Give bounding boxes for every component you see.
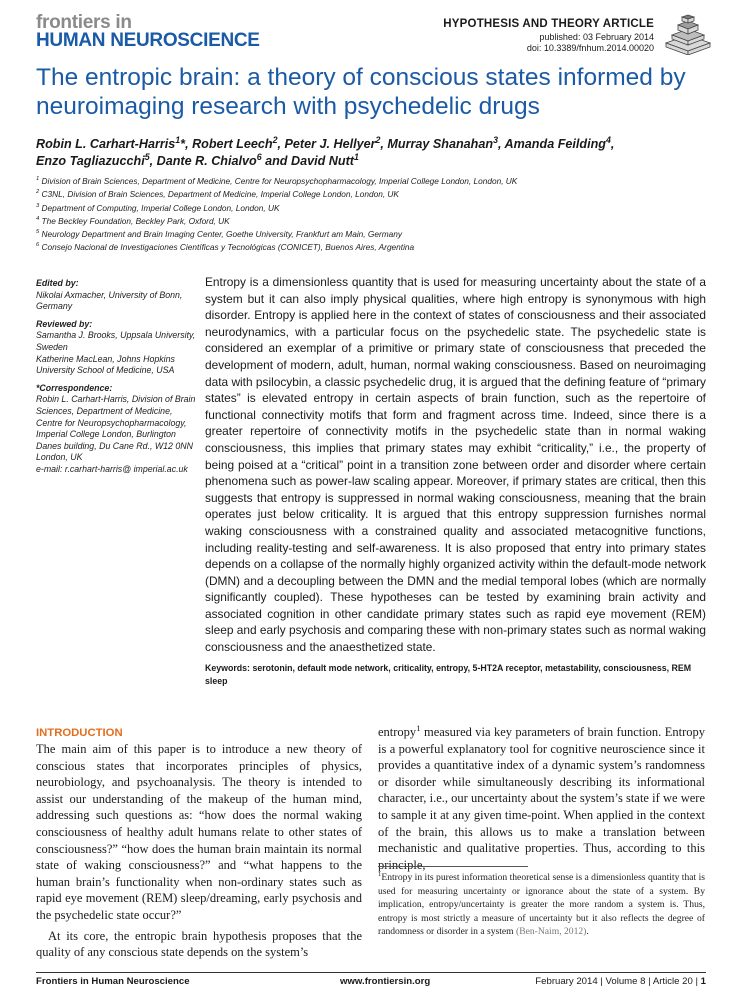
editor: Nikolai Axmacher, University of Bonn, Germany [36,289,183,312]
footer-issue-info: February 2014 | Volume 8 | Article 20 | 1 [535,976,706,987]
author[interactable]: Peter J. Hellyer [284,137,376,151]
footer-url[interactable]: www.frontiersin.org [340,976,431,987]
body-column-left [36,741,362,961]
author[interactable]: Robin L. Carhart-Harris [36,137,176,151]
correspondence-email[interactable]: e-mail: r.carhart-harris@ imperial.ac.uk [36,463,188,474]
affiliation: $^3$ Department of Computing, Imperial College London, London, UK [36,202,280,213]
footnote-ref[interactable]: 1 [416,722,421,733]
keywords-label: Keywords: [205,663,250,673]
paragraph: The main aim of this paper is to introduce a new theory of conscious states that incorporates principles of physics, neurobiology, and psychoanalysis. The theory is intended to assist our understanding of the makeup of the human mind, addressing such questions as: “how does the normal waking consciousness of healthy adult humans relate to other states of consciousness?” “how does the human brain maintain its normal state of waking consciousness?” and “what happens to the human brain’s functionality when non-ordinary states such as rapid eye movement (REM) sleep/dreaming, early psychosis and the psychedelic state occur?” [36,742,362,922]
correspondence-label: *Correspondence: [36,382,113,393]
published-date: published: 03 February 2014 [539,32,654,42]
body-column-right [378,724,705,873]
footnote-divider [378,866,528,867]
article-type: HYPOTHESIS AND THEORY ARTICLE [443,18,654,30]
section-heading-introduction: INTRODUCTION [36,727,123,739]
abstract: Entropy is a dimensionless quantity that is used for measuring uncertainty about the state of a system but it can also imply physical qualities, where high entropy is synonymous with high disorder. Entropy is applied here in the context of states of consciousness and their associated neurodynamics, with a particular focus on the psychedelic state. The psychedelic state is considered an exemplar of a primitive or primary state of consciousness that preceded the development of modern, adult, human, normal waking consciousness. Based on neuroimaging data with psilocybin, a classic psychedelic drug, it is argued that the defining feature of “primary states” is elevated entropy in certain aspects of brain function, such as the repertoire of functional connectivity motifs that form and fragment across time. Indeed, since there is a greater repertoire of connectivity motifs in the psychedelic state than in normal waking consciousness, this implies that primary states may exhibit “criticality,” i.e., the property of being poised at a “critical” point in a transition zone between order and disorder where certain phenomena such as power-law scaling appear. Moreover, if primary states are critical, then this suggests that entropy is suppressed in normal waking consciousness, meaning that the brain operates just below criticality. It is argued that this entropy suppression furnishes normal waking consciousness with a constrained quality and associated metacognitive functions, including reality-testing and self-awareness. It is also proposed that entry into primary states depends on a collapse of the normally highly organized activity within the default-mode network (DMN) and a decoupling between the DMN and the medial temporal lobes (which are normally significantly coupled). These hypotheses can be tested by examining brain activity and associated cognition in other candidate primary states such as rapid eye movement (REM) sleep and early psychosis and comparing these with non-primary states such as normal waking consciousness and the anaesthetized state. [205,275,707,655]
reviewer: Samantha J. Brooks, Uppsala University, Sweden [36,330,196,352]
footer-divider [36,972,706,973]
paragraph: entropy$^1$ measured via key parameters of brain function. Entropy is a powerful explanatory tool for cognitive neuroscience since it provides a quantitative index of a dynamic system’s randomness or disorder while simultaneously describing its informational character, i.e., our uncertainty about the system’s state if we were to sample it at any given time-point. When applied in the context of the brain, this allows us to make a translation between mechanistic and qualitative properties. Thus, according to this principle, [378,722,705,872]
author[interactable]: Dante R. Chialvo [156,154,257,168]
journal-logo-line2: HUMAN NEUROSCIENCE [36,30,260,51]
article-title: The entropic brain: a theory of conscious states informed by neuroimaging research with psychedelic drugs [36,64,686,120]
affiliations [36,175,726,255]
edited-by-label: Edited by: [36,278,79,288]
citation-link[interactable]: (Ben-Naim, 2012) [516,926,587,937]
keywords [205,662,706,688]
author[interactable]: Robert Leech [192,137,273,151]
paragraph: At its core, the entropic brain hypothesis proposes that the quality of any conscious state depends on the system’s [36,928,362,960]
affiliation: $^6$ Consejo Nacional de Investigaciones Científicas y Tecnológicas (CONICET), Buenos Aires, Argentina [36,242,415,253]
publication-info [527,32,654,54]
author[interactable]: David Nutt [290,154,354,168]
footer-journal: Frontiers in Human Neuroscience [36,976,190,987]
affiliation: $^1$ Division of Brain Sciences, Department of Medicine, Centre for Neuropsychopharmacology, Imperial College London, London, UK [36,176,518,186]
journal-logo-line1: frontiers in [36,12,132,33]
affiliation: $^2$ C3NL, Division of Brain Sciences, Department of Medicine, Imperial College London, London, UK [36,189,399,200]
author[interactable]: Enzo Tagliazucchi [36,154,145,168]
stacked-cubes-icon [662,13,714,55]
author-list: Robin L. Carhart-Harris$^1$*, Robert Leech$^2$, Peter J. Hellyer$^2$, Murray Shanahan$^3$, Amanda Feilding$^4$, Enzo Tagliazucchi$^5$, Dante R. Chialvo$^6$ and David Nutt$^1$ [36,134,615,168]
author[interactable]: Murray Shanahan [387,137,494,151]
author[interactable]: Amanda Feilding [504,137,606,151]
editorial-sidebar [36,278,196,476]
affiliation: $^4$ The Beckley Foundation, Beckley Park, Oxford, UK [36,215,230,226]
reviewed-by-label: Reviewed by: [36,318,93,329]
reviewer: Katherine MacLean, Johns Hopkins University School of Medicine, USA [36,353,175,376]
page-number: 1 [700,976,706,987]
doi: doi: 10.3389/fnhum.2014.00020 [526,43,654,53]
affiliation: $^5$ Neurology Department and Brain Imaging Center, Goethe University, Frankfurt am Main, Germany [36,229,403,240]
keywords-list: serotonin, default mode network, criticality, entropy, 5-HT2A receptor, metastability, consciousness, REM sleep [205,663,692,686]
correspondence-address: Robin L. Carhart-Harris, Division of Brain Sciences, Department of Medicine, Centre for Neuropsychopharmacology, Imperial College London, Burlington Danes building, Du Cane Rd., W12 0NN London, UK [36,394,196,463]
footnote: $^1$Entropy in its purest information theoretical sense is a dimensionless quantity that is used for measuring uncertainty or ignorance about the state of a system. By implication, entropy/uncertainty is greater the more random a system is. Thus, entropy is most strictly a measure of uncertainty but it also reflects the degree of randomness or disorder in a system (Ben-Naim, 2012). [378,870,705,937]
